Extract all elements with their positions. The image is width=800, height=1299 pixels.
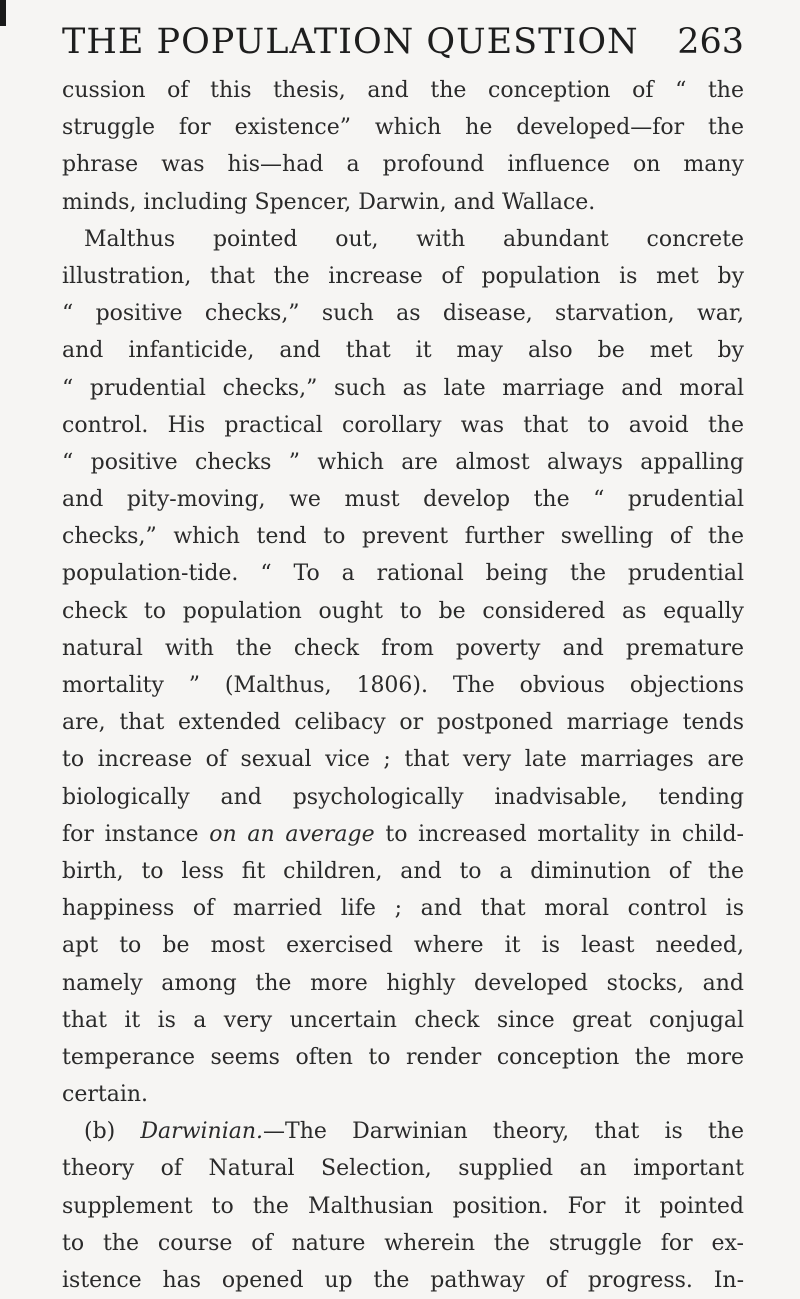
text-line: check to population ought to be considered as equally [62, 598, 744, 624]
text-line: minds, including Spencer, Darwin, and Wallace. [62, 189, 596, 215]
running-head: THE POPULATION QUESTION [62, 22, 639, 62]
body-text [62, 72, 744, 1299]
text-line: population-tide. “ To a rational being the prudential [62, 561, 744, 587]
text-line: and pity-moving, we must develop the “ prudential [62, 487, 744, 513]
text-line: Malthus pointed out, with abundant concrete [84, 226, 744, 252]
text-line: “ positive checks ” which are almost always appalling [62, 449, 744, 475]
text-segment: for instance [62, 821, 210, 847]
section-heading-line [62, 1113, 744, 1150]
section-title: Darwinian. [140, 1119, 264, 1145]
text-line: istence has opened up the pathway of progress. In- [62, 1268, 744, 1293]
italic-phrase: on an average [209, 821, 375, 847]
text-line: that it is a very uncertain check since great conjugal [62, 1007, 744, 1033]
text-line: birth, to less fit children, and to a diminution of the [62, 858, 744, 884]
page-edge-mark [0, 0, 6, 26]
text-line: are, that extended celibacy or postponed marriage tends [62, 710, 744, 736]
text-line-italic-phrase [62, 816, 744, 853]
text-line: illustration, that the increase of population is met by [62, 263, 744, 289]
text-segment: to increased mortality in child- [374, 821, 744, 847]
text-line: “ positive checks,” such as disease, starvation, war, [62, 301, 744, 327]
page-header [62, 22, 744, 72]
book-page [62, 0, 744, 1293]
text-line: mortality ” (Malthus, 1806). The obvious objections [62, 673, 744, 698]
text-line: control. His practical corollary was that to avoid the [62, 412, 744, 438]
text-line: supplement to the Malthusian position. For it pointed [62, 1193, 744, 1219]
text-line: cussion of this thesis, and the conception of “ the [62, 78, 744, 103]
text-line: to increase of sexual vice ; that very late marriages are [62, 747, 744, 773]
text-line: theory of Natural Selection, supplied an important [62, 1156, 744, 1182]
text-line: natural with the check from poverty and premature [62, 635, 744, 661]
text-line: happiness of married life ; and that moral control is [62, 896, 744, 922]
text-line: apt to be most exercised where it is least needed, [62, 933, 744, 959]
text-line: certain. [62, 1082, 149, 1108]
text-segment: —The Darwinian theory, that is the [263, 1119, 744, 1145]
text-line: phrase was his—had a profound influence on many [62, 152, 744, 178]
text-line: “ prudential checks,” such as late marriage and moral [62, 375, 744, 401]
text-line: checks,” which tend to prevent further swelling of the [62, 524, 744, 550]
text-line: to the course of nature wherein the struggle for ex- [62, 1230, 744, 1256]
section-label: (b) [84, 1119, 141, 1145]
page-number: 263 [677, 22, 744, 62]
text-line: biologically and psychologically inadvisable, tending [62, 784, 744, 810]
text-line: namely among the more highly developed stocks, and [62, 970, 744, 996]
text-line: struggle for existence” which he developed—for the [62, 115, 744, 141]
text-line: temperance seems often to render conception the more [62, 1044, 744, 1070]
text-line: and infanticide, and that it may also be met by [62, 338, 744, 364]
